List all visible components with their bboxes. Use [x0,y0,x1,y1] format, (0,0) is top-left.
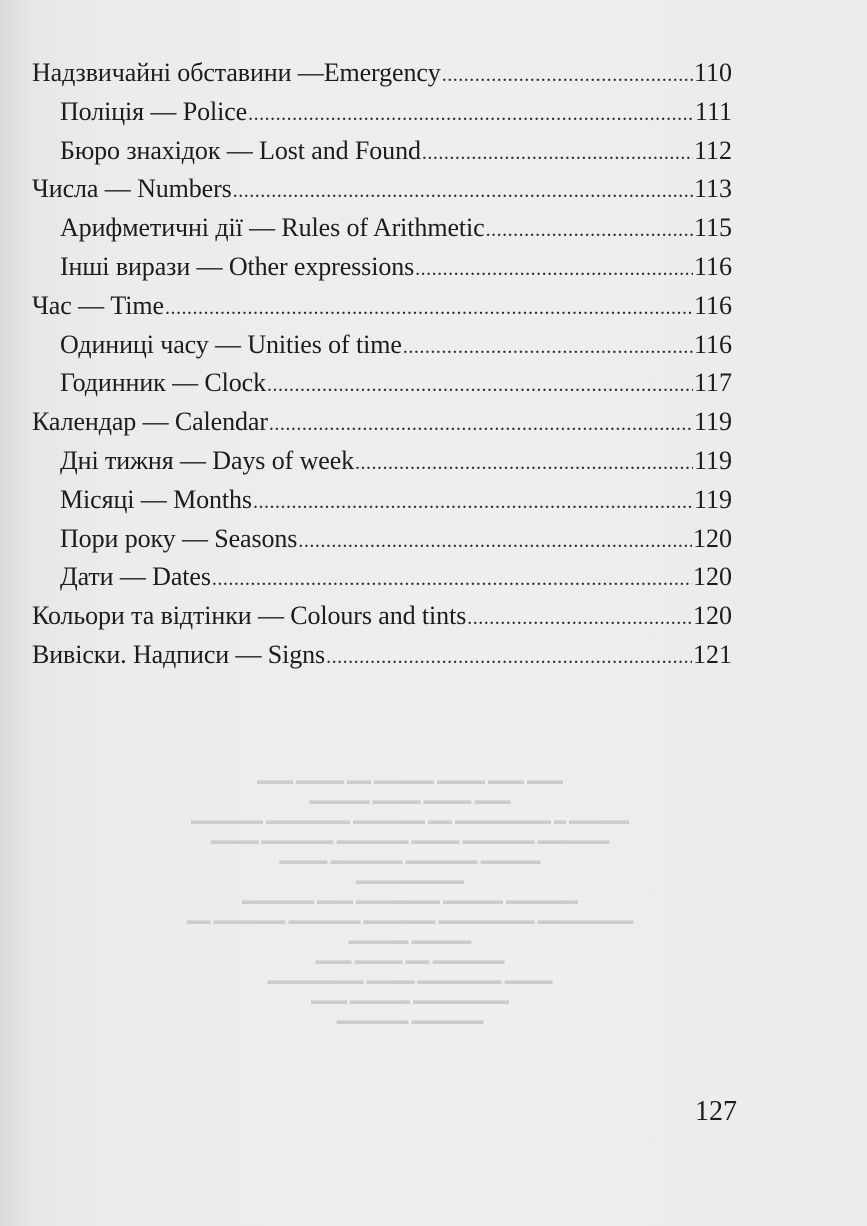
toc-entry-page: 110 [693,58,732,87]
bleed-line: ▬▬▬▬ ▬▬▬▬▬▬ ▬▬▬▬▬▬ ▬▬▬▬ ▬▬▬▬▬▬ ▬▬▬▬▬▬ [210,833,610,847]
bleed-line: ▬▬▬▬▬▬ ▬▬▬ ▬▬▬▬▬▬▬ ▬▬▬▬▬ ▬▬▬▬▬▬ [242,893,578,907]
toc-entry [32,291,732,330]
toc-entry [32,446,732,485]
toc-entry-page: 111 [694,96,732,126]
toc-dot-leader [326,646,692,669]
toc-entry-page: 120 [693,523,732,553]
toc-entry [32,485,732,524]
toc-entry-page: 115 [693,213,732,243]
toc-entry-title: Числа — Numbers [32,174,232,204]
toc-entry-title: Бюро знахідок — Lost and Found [60,135,421,165]
toc-entry [32,213,732,252]
toc-entry [32,330,732,369]
toc-dot-leader [269,413,693,436]
toc-entry-page: 119 [693,445,732,475]
toc-entry-title: Місяці — Months [60,484,252,514]
toc-entry-page: 116 [693,251,732,281]
toc-entry [32,601,732,640]
bleed-line: ▬▬▬▬▬ ▬▬▬▬▬ [348,933,472,947]
toc-dot-leader [422,142,693,165]
toc-entry-page: 121 [693,639,732,669]
toc-entry-page: 120 [693,562,732,592]
toc-entry-page: 113 [693,174,732,204]
toc-entry-page: 116 [693,329,732,359]
page-number: 127 [695,1096,737,1127]
bleed-line: ▬▬▬ ▬▬▬▬ ▬▬ ▬▬▬▬▬ ▬▬▬▬ ▬▬▬ ▬▬▬ [257,773,563,787]
bleed-through-imprint [60,770,760,1030]
bleed-line: ▬▬▬▬▬▬▬▬ ▬▬▬▬ ▬▬▬▬▬▬▬ ▬▬▬▬ [267,973,553,987]
table-of-contents [32,58,732,679]
toc-dot-leader [486,219,693,242]
bleed-line: ▬▬▬ ▬▬▬▬ ▬▬ ▬▬▬▬▬▬ [315,953,505,967]
toc-entry-title: Надзвичайні обставини —Emergency [32,58,441,87]
toc-entry-title: Одиниці часу — Unities of time [60,329,402,359]
bleed-line: ▬▬▬▬▬ ▬▬▬▬ ▬▬▬▬ ▬▬▬ [309,793,511,807]
toc-dot-leader [165,297,693,320]
toc-entry-title: Час — Time [32,290,164,320]
toc-entry-title: Арифметичні дії — Rules of Arithmetic [60,213,485,243]
toc-entry [32,174,732,213]
toc-entry-page: 117 [693,368,732,398]
toc-entry-page: 119 [693,484,732,514]
toc-entry [32,407,732,446]
bleed-line: ▬▬▬▬ ▬▬▬▬▬▬ ▬▬▬▬▬▬ ▬▬▬▬▬ [279,853,541,867]
toc-dot-leader [253,491,693,514]
toc-entry [32,640,732,679]
toc-entry [32,562,732,601]
toc-entry-title: Пори року — Seasons [60,523,298,553]
bleed-line: ▬▬▬▬▬▬▬▬▬ [356,873,464,887]
toc-entry-page: 120 [693,601,732,631]
toc-entry [32,524,732,563]
toc-dot-leader [403,336,693,359]
bleed-line: ▬▬▬▬▬▬ ▬▬▬▬▬▬▬ ▬▬▬▬▬▬ ▬▬ ▬▬▬▬▬▬▬▬ ▬ ▬▬▬▬▬ [191,813,629,827]
toc-entry [32,368,732,407]
toc-dot-leader [248,103,694,126]
toc-dot-leader [355,452,693,475]
toc-entry-title: Вивіски. Надписи — Signs [32,639,326,669]
toc-entry-title: Кольори та відтінки — Colours and tints [32,601,467,631]
toc-dot-leader [267,374,693,397]
toc-dot-leader [467,607,692,630]
toc-entry [32,136,732,175]
toc-entry-page: 112 [693,135,732,165]
toc-dot-leader [415,258,693,281]
bleed-line: ▬▬▬▬▬▬ ▬▬▬▬▬▬ [336,1013,484,1027]
toc-dot-leader [212,568,692,591]
toc-entry-title: Дати — Dates [60,562,211,592]
toc-entry-title: Дні тижня — Days of week [60,445,355,475]
toc-entry-title: Годинник — Clock [60,368,267,398]
toc-dot-leader [233,180,693,203]
toc-entry-page: 119 [693,407,732,437]
bleed-line: ▬▬ ▬▬▬▬▬▬ ▬▬▬▬▬▬ ▬▬▬▬▬▬ ▬▬▬▬▬▬▬▬ ▬▬▬▬▬▬▬▬ [186,913,634,927]
toc-entry-title: Інші вирази — Other expressions [60,251,415,281]
toc-entry [32,252,732,291]
bleed-line: ▬▬▬ ▬▬▬▬▬ ▬▬▬▬▬▬▬▬ [311,993,509,1007]
toc-dot-leader [298,530,692,553]
toc-dot-leader [442,64,693,87]
toc-entry-title: Календар — Calendar [32,407,268,437]
toc-entry [32,58,732,97]
toc-entry [32,97,732,136]
toc-entry-title: Поліція — Police [60,96,248,126]
toc-entry-page: 116 [693,290,732,320]
